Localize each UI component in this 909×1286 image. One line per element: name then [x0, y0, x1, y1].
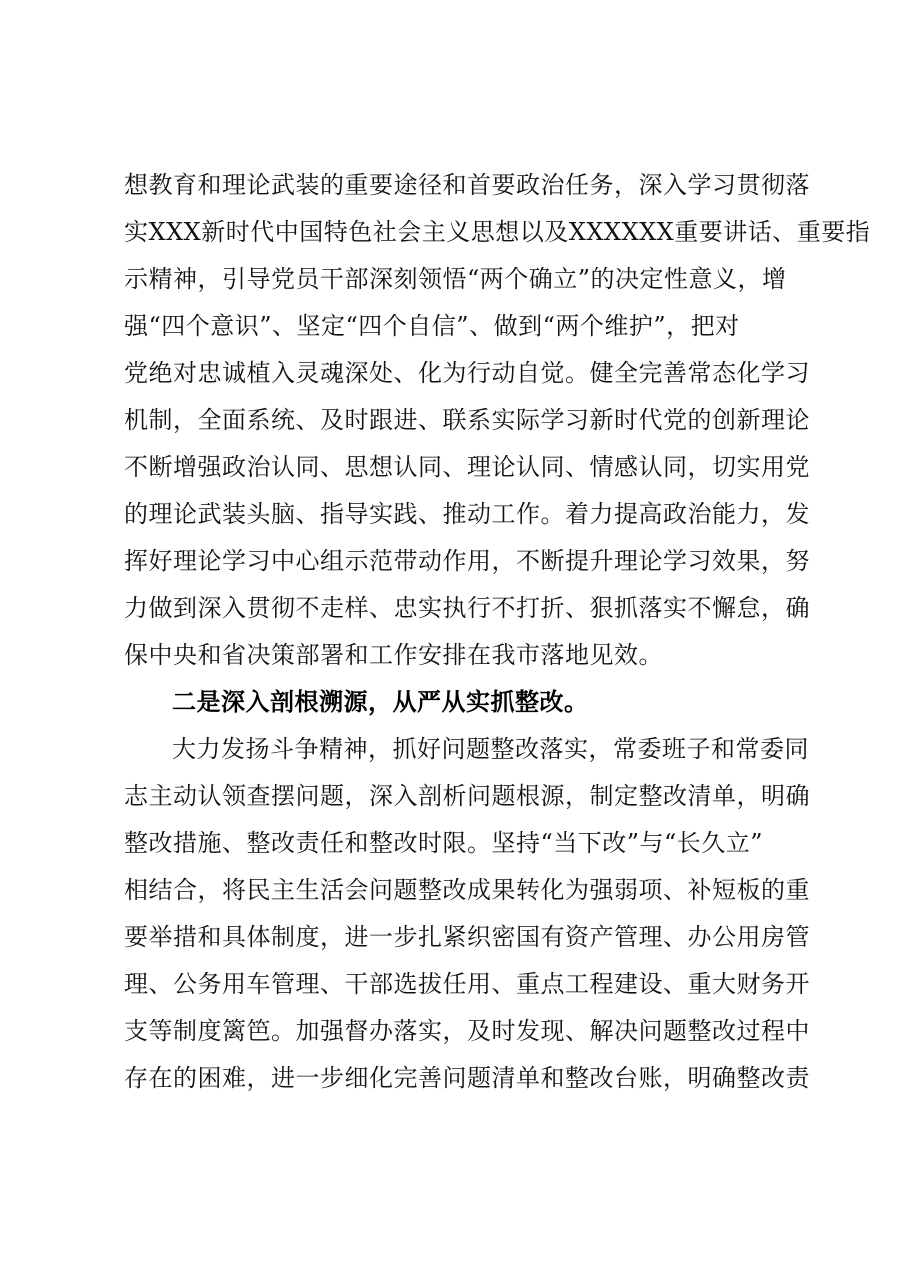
document-body: [124, 162, 871, 1102]
paragraph-1: [124, 162, 871, 679]
paragraph-line: 支等制度篱笆。加强督办落实，及时发现、解决问题整改过程中: [124, 1017, 810, 1045]
paragraph-line: 存在的困难，进一步细化完善问题清单和整改台账，明确整改责: [124, 1064, 810, 1092]
paragraph-line: 相结合，将民主生活会问题整改成果转化为强弱项、补短板的重: [124, 876, 810, 904]
paragraph-line: 力做到深入贯彻不走样、忠实执行不打折、狠抓落实不懈怠，确: [124, 594, 810, 622]
paragraph-line: 挥好理论学习中心组示范带动作用，不断提升理论学习效果，努: [124, 547, 810, 575]
paragraph-2: [124, 726, 814, 1102]
paragraph-line: 保中央和省决策部署和工作安排在我市落地见效。: [124, 641, 663, 669]
paragraph-line: 要举措和具体制度，进一步扎紧织密国有资产管理、办公用房管: [124, 923, 810, 951]
paragraph-line: 整改措施、整改责任和整改时限。坚持“当下改”与“长久立”: [124, 829, 764, 857]
paragraph-line: 党绝对忠诚植入灵魂深处、化为行动自觉。健全完善常态化学习: [124, 359, 810, 387]
paragraph-line: 示精神，引导党员干部深刻领悟“两个确立”的决定性意义，增: [124, 265, 787, 293]
paragraph-line: 机制，全面系统、及时跟进、联系实际学习新时代党的创新理论: [124, 406, 810, 434]
paragraph-line: 不断增强政治认同、思想认同、理论认同、情感认同，切实用党: [124, 453, 810, 481]
paragraph-line: 想教育和理论武装的重要途径和首要政治任务，深入学习贯彻落: [124, 171, 810, 199]
paragraph-line: 的理论武装头脑、指导实践、推动工作。着力提高政治能力，发: [124, 500, 810, 528]
paragraph-line: 实XXX新时代中国特色社会主义思想以及XXXXXX重要讲话、重要指: [124, 218, 871, 246]
paragraph-line: 志主动认领查摆问题，深入剖析问题根源，制定整改清单，明确: [124, 782, 810, 810]
paragraph-line: 大力发扬斗争精神，抓好问题整改落实，常委班子和常委同: [172, 735, 809, 763]
paragraph-line: 强“四个意识”、坚定“四个自信”、做到“两个维护”，把对: [124, 312, 740, 340]
section-heading: 二是深入剖根溯源，从严从实抓整改。: [172, 688, 589, 716]
paragraph-line: 理、公务用车管理、干部选拔任用、重点工程建设、重大财务开: [124, 970, 810, 998]
